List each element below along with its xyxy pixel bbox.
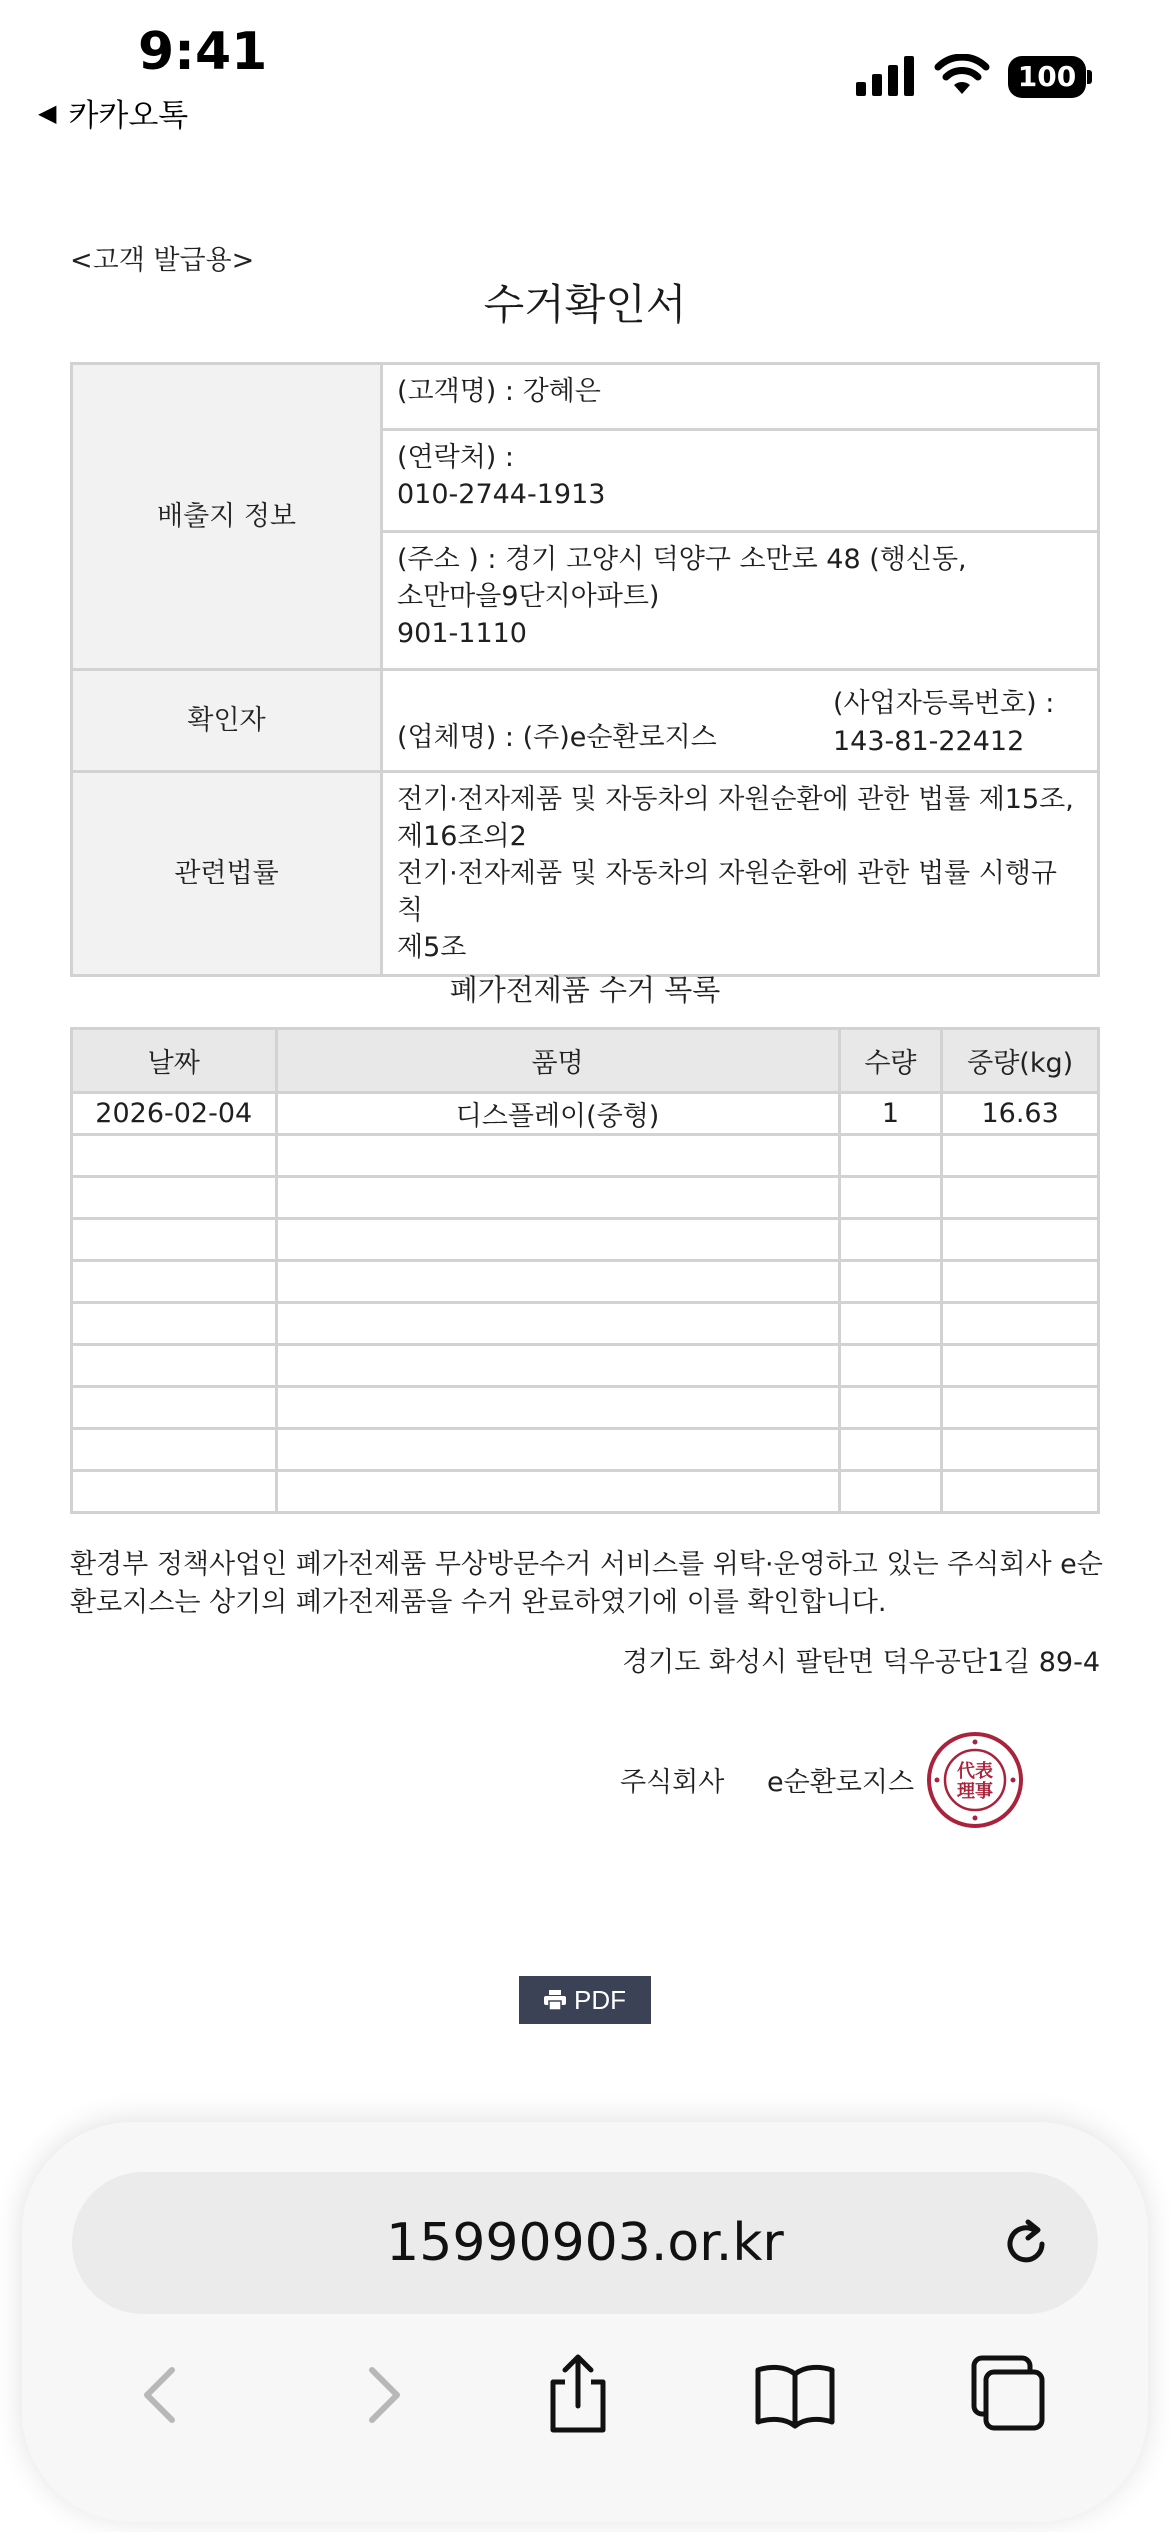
- confirmation-notice: [70, 1546, 1110, 1622]
- law-line: 전기·전자제품 및 자동차의 자원순환에 관한 법률 시행규칙: [397, 858, 1057, 926]
- info-table: [70, 362, 1100, 977]
- column-header-date: 날짜: [72, 1029, 277, 1093]
- column-header-qty: 수량: [839, 1029, 942, 1093]
- reload-icon[interactable]: [998, 2216, 1054, 2272]
- company-seal-stamp: [925, 1730, 1025, 1830]
- printer-icon: [544, 1990, 566, 2010]
- law-line: 제16조의2: [397, 821, 527, 852]
- cell-item: [276, 1177, 839, 1219]
- cell-weight: [942, 1429, 1099, 1471]
- cell-date: [72, 1471, 277, 1513]
- back-triangle-icon: ◀: [38, 98, 57, 127]
- cellular-signal-icon: [856, 56, 914, 96]
- wifi-icon: [934, 54, 990, 96]
- back-app-label: 카카오톡: [68, 98, 189, 134]
- collection-list-title: 폐가전제품 수거 목록: [449, 973, 721, 1007]
- cell-date: 2026-02-04: [72, 1093, 277, 1135]
- cell-weight: [942, 1219, 1099, 1261]
- cell-item: [276, 1219, 839, 1261]
- back-to-app-link[interactable]: [38, 90, 188, 135]
- address-line: (주소 ) : 경기 고양시 덕양구 소만로 48 (행신동,: [397, 544, 967, 575]
- law-line: 제5조: [397, 932, 467, 963]
- cell-qty: [839, 1345, 942, 1387]
- registration-number: 143-81-22412: [833, 726, 1025, 757]
- cell-item: [276, 1471, 839, 1513]
- origin-info-header: 배출지 정보: [72, 364, 382, 670]
- cell-qty: [839, 1471, 942, 1513]
- forward-chevron-icon[interactable]: [337, 2350, 427, 2440]
- svg-text:代表: 代表: [957, 1761, 993, 1782]
- table-row: [72, 1429, 1099, 1471]
- cell-weight: [942, 1261, 1099, 1303]
- cell-weight: [942, 1303, 1099, 1345]
- cell-date: [72, 1345, 277, 1387]
- cell-qty: [839, 1261, 942, 1303]
- cell-weight: [942, 1135, 1099, 1177]
- battery-level: 100: [1008, 56, 1086, 98]
- cell-qty: [839, 1177, 942, 1219]
- contact-label: (연락처) :: [397, 442, 514, 473]
- cell-item: [276, 1429, 839, 1471]
- address-cell: [382, 532, 1099, 670]
- cell-qty: [839, 1387, 942, 1429]
- table-row: [72, 1093, 1099, 1135]
- company-type: 주식회사: [620, 1767, 725, 1798]
- collection-items-table: [70, 1027, 1100, 1514]
- cell-weight: [942, 1471, 1099, 1513]
- cell-weight: [942, 1177, 1099, 1219]
- table-row: [72, 1471, 1099, 1513]
- column-header-weight: 중량(kg): [942, 1029, 1099, 1093]
- cell-item: [276, 1387, 839, 1429]
- confirmer-cell: [382, 670, 1099, 772]
- cell-weight: 16.63: [942, 1093, 1099, 1135]
- status-time: 9:41: [138, 22, 268, 82]
- registration-label: (사업자등록번호) :: [833, 688, 1055, 719]
- document-title: 수거확인서: [483, 280, 687, 329]
- company-address: 경기도 화성시 팔탄면 덕우공단1길 89-4: [622, 1647, 1100, 1678]
- pdf-download-button[interactable]: [519, 1976, 651, 2024]
- law-header: 관련법률: [72, 772, 382, 976]
- cell-qty: [839, 1429, 942, 1471]
- cell-item: [276, 1135, 839, 1177]
- address-line: 901-1110: [397, 618, 527, 649]
- cell-date: [72, 1429, 277, 1471]
- cell-qty: [839, 1303, 942, 1345]
- cell-date: [72, 1387, 277, 1429]
- table-row: [72, 1303, 1099, 1345]
- browser-toolbar: [22, 2122, 1148, 2522]
- cell-date: [72, 1135, 277, 1177]
- url-text: 15990903.or.kr: [386, 2213, 784, 2273]
- table-row: [72, 1177, 1099, 1219]
- status-bar: [0, 0, 1170, 150]
- battery-icon: [1008, 56, 1092, 98]
- pdf-button-label: PDF: [574, 1984, 626, 2015]
- cell-date: [72, 1303, 277, 1345]
- law-line: 전기·전자제품 및 자동차의 자원순환에 관한 법률 제15조,: [397, 784, 1074, 815]
- cell-item: [276, 1261, 839, 1303]
- customer-copy-label: <고객 발급용>: [70, 245, 255, 276]
- back-chevron-icon[interactable]: [117, 2350, 207, 2440]
- cell-date: [72, 1219, 277, 1261]
- confirmer-header: 확인자: [72, 670, 382, 772]
- cell-weight: [942, 1345, 1099, 1387]
- customer-name: (고객명) : 강혜은: [382, 364, 1099, 430]
- cell-item: [276, 1345, 839, 1387]
- law-cell: [382, 772, 1099, 976]
- address-bar[interactable]: [72, 2172, 1098, 2314]
- share-icon[interactable]: [533, 2350, 623, 2440]
- address-line: 소만마을9단지아파트): [397, 581, 660, 612]
- battery-cap: [1087, 70, 1092, 84]
- cell-weight: [942, 1387, 1099, 1429]
- column-header-item: 품명: [276, 1029, 839, 1093]
- table-row: [72, 1135, 1099, 1177]
- business-name: (업체명) : (주)e순환로지스: [397, 722, 717, 753]
- bookmarks-icon[interactable]: [750, 2350, 840, 2440]
- cell-qty: [839, 1135, 942, 1177]
- cell-date: [72, 1261, 277, 1303]
- company-name: e순환로지스: [767, 1767, 915, 1798]
- svg-text:理事: 理事: [957, 1781, 993, 1802]
- table-row: [72, 1345, 1099, 1387]
- cell-date: [72, 1177, 277, 1219]
- tabs-icon[interactable]: [962, 2350, 1052, 2440]
- contact-cell: [382, 430, 1099, 532]
- contact-value: 010-2744-1913: [397, 479, 606, 510]
- cell-qty: 1: [839, 1093, 942, 1135]
- cell-item: [276, 1303, 839, 1345]
- table-row: [72, 1219, 1099, 1261]
- notice-line: 환경부 정책사업인 폐가전제품 무상방문수거 서비스를 위탁·운영하고 있는 주식회사 e순: [70, 1549, 1103, 1580]
- table-row: [72, 1261, 1099, 1303]
- notice-line: 환로지스는 상기의 폐가전제품을 수거 완료하였기에 이를 확인합니다.: [70, 1587, 887, 1618]
- cell-qty: [839, 1219, 942, 1261]
- cell-item: 디스플레이(중형): [276, 1093, 839, 1135]
- table-row: [72, 1387, 1099, 1429]
